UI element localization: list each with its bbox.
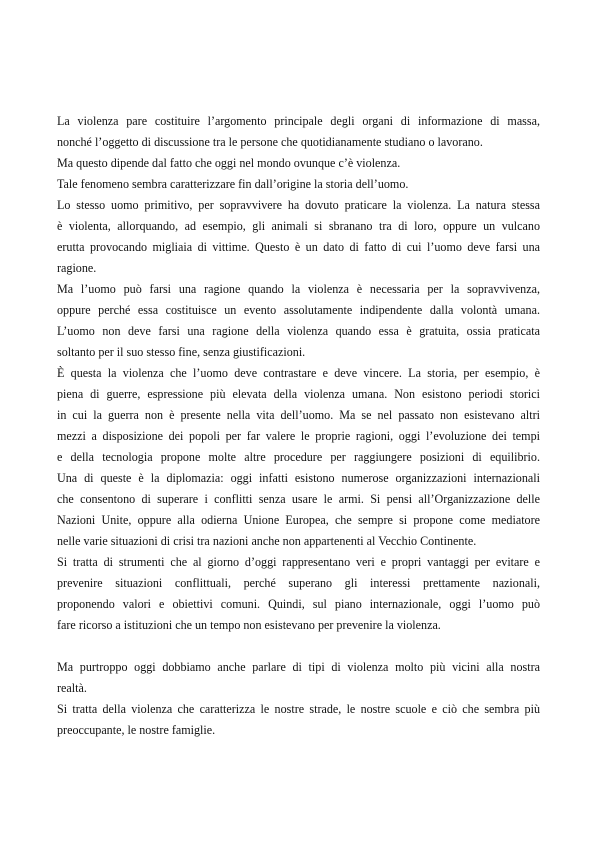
text-line: mezzi a disposizione dei popoli per far valere le proprie ragioni, oggi l’evoluzione dei tempi	[57, 429, 540, 443]
text-line: e della tecnologia propone molte altre procedure per raggiungere posizioni di equilibrio.	[57, 450, 540, 464]
text-line: in cui la guerra non è presente nella vita dell’uomo. Ma se nel passato non esistevano altri	[57, 408, 540, 422]
text-line: La violenza pare costituire l’argomento principale degli organi di informazione di massa,	[57, 114, 540, 128]
text-line: Nazioni Unite, oppure alla odierna Unione Europea, che sempre si propone come mediatore	[57, 513, 540, 527]
text-line: prevenire situazioni conflittuali, perché superano gli interessi prettamente nazionali,	[57, 576, 540, 590]
text-line: fare ricorso a istituzioni che un tempo non esistevano per prevenire la violenza.	[57, 618, 441, 632]
text-line: nelle varie situazioni di crisi tra nazioni anche non appartenenti al Vecchio Continente.	[57, 534, 477, 548]
text-line: oppure perché essa costituisce un evento assolutamente indipendente dalla volontà umana.	[57, 303, 540, 317]
text-line: soltanto per il suo stesso fine, senza giustificazioni.	[57, 345, 306, 359]
text-line: preoccupante, le nostre famiglie.	[57, 723, 216, 737]
text-line: proponendo valori e obiettivi comuni. Quindi, sul piano internazionale, oggi l’uomo può	[57, 597, 540, 611]
text-line: piena di guerre, espressione più elevata della violenza umana. Non esistono periodi storici	[57, 387, 540, 401]
text-line: Ma purtroppo oggi dobbiamo anche parlare di tipi di violenza molto più vicini alla nostra	[57, 660, 540, 674]
text-line: Lo stesso uomo primitivo, per sopravvivere ha dovuto praticare la violenza. La natura stessa	[57, 198, 540, 212]
paragraph-spacer	[57, 636, 540, 657]
text-line: è violenta, allorquando, ad esempio, gli animali si sbranano tra di loro, oppure un vulcano	[57, 219, 540, 233]
text-line: È questa la violenza che l’uomo deve contrastare e deve vincere. La storia, per esempio, è	[57, 366, 540, 380]
text-line: realtà.	[57, 681, 87, 695]
document-body	[57, 111, 540, 741]
text-line: Si tratta di strumenti che al giorno d’oggi rappresentano veri e propri vantaggi per evitare e	[57, 555, 540, 569]
text-line: Si tratta della violenza che caratterizza le nostre strade, le nostre scuole e ciò che sembra più	[57, 702, 540, 716]
text-line: ragione.	[57, 261, 97, 275]
text-line: Ma questo dipende dal fatto che oggi nel mondo ovunque c’è violenza.	[57, 156, 401, 170]
text-line: nonché l’oggetto di discussione tra le persone che quotidianamente studiano o lavorano.	[57, 135, 483, 149]
text-line: L’uomo non deve farsi una ragione della violenza quando essa è gratuita, ossia praticata	[57, 324, 540, 338]
text-line: erutta provocando migliaia di vittime. Questo è un dato di fatto di cui l’uomo deve farsi una	[57, 240, 540, 254]
text-line: che consentono di superare i conflitti senza usare le armi. Si pensi all’Organizzazione delle	[57, 492, 540, 506]
text-line: Una di queste è la diplomazia: oggi infatti esistono numerose organizzazioni internazionali	[57, 471, 540, 485]
text-line: Ma l’uomo può farsi una ragione quando la violenza è necessaria per la sopravvivenza,	[57, 282, 540, 296]
text-line: Tale fenomeno sembra caratterizzare fin dall’origine la storia dell’uomo.	[57, 177, 409, 191]
